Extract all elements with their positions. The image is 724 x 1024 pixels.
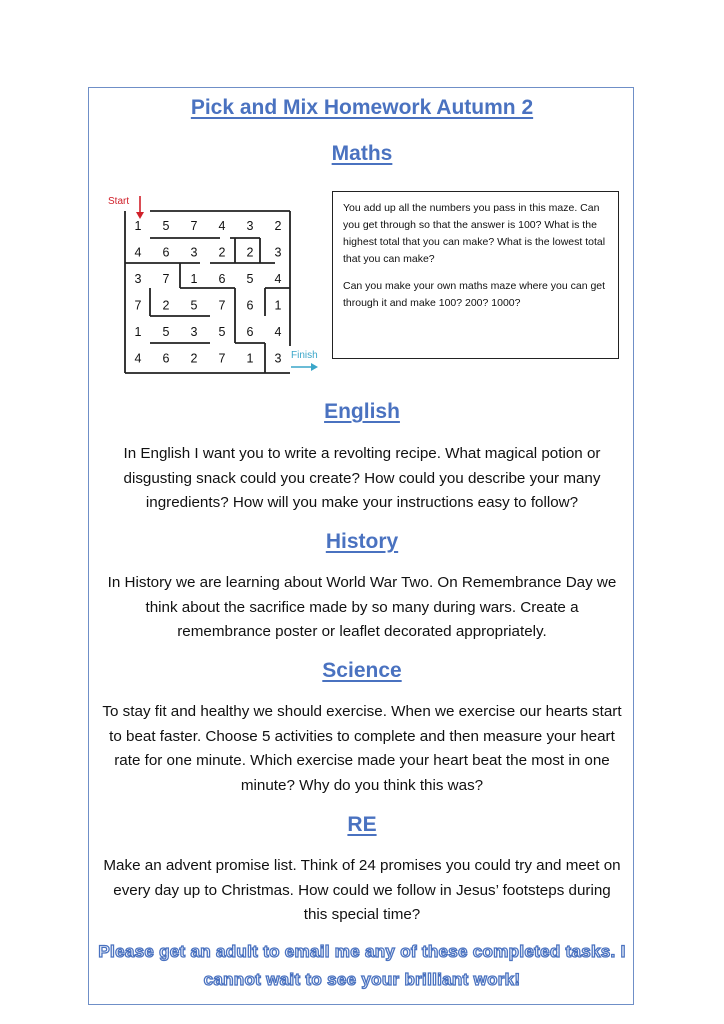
maze-number: 2 xyxy=(162,298,170,313)
page-title: Pick and Mix Homework Autumn 2 xyxy=(190,96,534,119)
maze-number: 1 xyxy=(246,351,254,366)
re-text: Make an advent promise list. Think of 24 promises you could try and meet on every day up to Christmas. How could we follow in Jesus’ footsteps during this special time? xyxy=(103,857,621,923)
maze-number: 5 xyxy=(162,325,170,339)
maze-number: 7 xyxy=(218,351,226,366)
maze-number: 7 xyxy=(134,298,142,313)
maze-number: 1 xyxy=(134,325,142,339)
finish-arrow-icon xyxy=(291,363,318,371)
number-maze xyxy=(100,188,330,383)
maze-number: 5 xyxy=(190,298,198,313)
history-text: In History we are learning about World War Two. On Remembrance Day we think about the sacrifice made by so many during wars. Create a remembrance poster or leaflet decorated appropriately. xyxy=(107,574,617,640)
maze-number: 4 xyxy=(218,219,226,233)
maze-number: 5 xyxy=(246,272,254,286)
maze-instructions-box xyxy=(332,191,619,359)
maze-number: 6 xyxy=(246,298,254,313)
maze-instructions-2: Can you make your own maths maze where you can get through it and make 100? 200? 1000? xyxy=(343,280,606,309)
history-heading: History xyxy=(325,530,399,553)
re-heading: RE xyxy=(347,813,377,836)
maze-number: 4 xyxy=(274,325,282,339)
maze-number: 4 xyxy=(134,245,142,260)
maze-number: 3 xyxy=(190,325,198,339)
maze-number: 4 xyxy=(134,351,142,366)
start-label: Start xyxy=(108,196,130,207)
maths-heading: Maths xyxy=(331,142,393,165)
maze-number: 3 xyxy=(274,351,282,366)
maze-number: 7 xyxy=(162,272,170,286)
maze-number: 2 xyxy=(246,245,254,260)
maze-number: 1 xyxy=(134,219,142,233)
maze-number: 3 xyxy=(246,219,254,233)
maze-number: 6 xyxy=(218,272,226,286)
english-heading: English xyxy=(324,400,400,423)
maze-graphic xyxy=(100,188,330,378)
maze-number: 6 xyxy=(162,245,170,260)
maze-number: 2 xyxy=(274,219,282,233)
maze-walls xyxy=(125,211,290,373)
maze-number: 3 xyxy=(190,245,198,260)
maze-number: 5 xyxy=(162,219,170,233)
footer-message: Please get an adult to email me any of these completed tasks. I cannot wait to see your brilliant work! xyxy=(98,942,626,989)
maze-instructions-1: You add up all the numbers you pass in this maze. Can you get through so that the answer is 100? What is the highest total that you can make? What is the lowest total that you can make? xyxy=(343,202,606,265)
maze-number: 6 xyxy=(246,325,254,339)
maze-number: 2 xyxy=(190,351,198,366)
science-heading: Science xyxy=(322,659,402,682)
maze-number: 1 xyxy=(274,298,282,313)
maze-number: 3 xyxy=(274,245,282,260)
maze-number: 7 xyxy=(218,298,226,313)
finish-label: Finish xyxy=(291,350,318,361)
maze-number: 1 xyxy=(190,272,198,286)
maze-number: 4 xyxy=(274,272,282,286)
maze-number: 2 xyxy=(218,245,226,260)
maze-number: 3 xyxy=(134,272,142,286)
maze-number: 7 xyxy=(190,219,198,233)
science-text: To stay fit and healthy we should exercise. When we exercise our hearts start to beat faster. Choose 5 activities to complete and then measure your heart rate for one minute. Which exercise made your heart beat the most in one minute? Why do you think this was? xyxy=(102,703,622,794)
start-arrow-icon xyxy=(136,196,144,219)
maze-number: 6 xyxy=(162,351,170,366)
maze-number: 5 xyxy=(218,325,226,339)
english-text: In English I want you to write a revolting recipe. What magical potion or disgusting snack could you create? How could you describe your many ingredients? How will you make your instructions easy to follow? xyxy=(123,445,601,511)
